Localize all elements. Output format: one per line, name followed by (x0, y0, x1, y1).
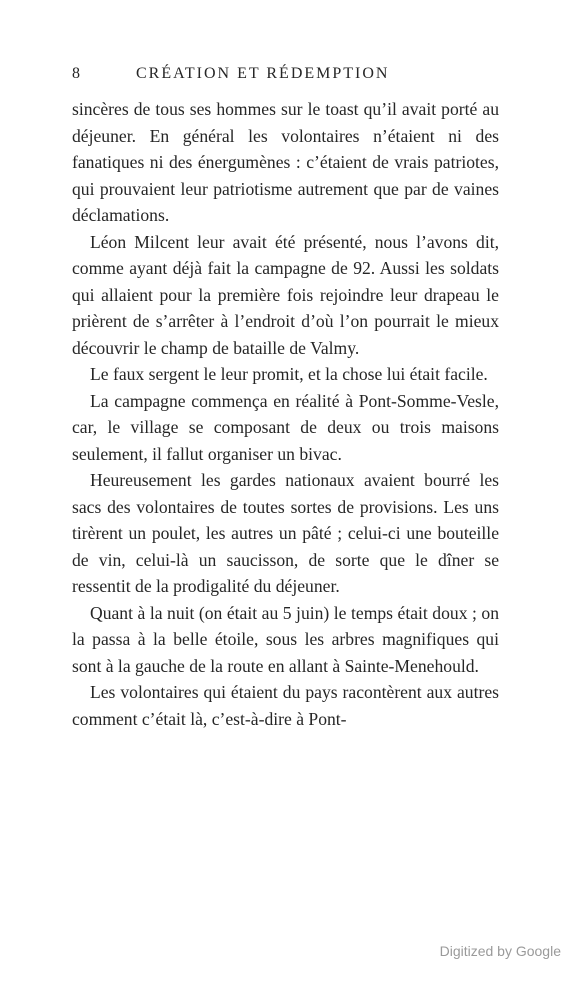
page-header (72, 62, 502, 86)
paragraph-6: Quant à la nuit (on était au 5 juin) le temps était doux ; on la passa à la belle étoile, sous les arbres magnifiques qui sont à la gauche de la route en allant à Sainte-Menehould. (72, 602, 499, 676)
body-text (72, 96, 499, 732)
digitized-watermark: Digitized by Google (439, 943, 561, 959)
running-title: CRÉATION ET RÉDEMPTION (136, 65, 390, 82)
paragraph-2: Léon Milcent leur avait été présenté, nous l’avons dit, comme ayant déjà fait la campagne de 92. Aussi les soldats qui allaient pour la première fois rejoindre leur drapeau le prièrent de s’arrêter à l’endroit d’où l’on pourrait le mieux découvrir le champ de bataille de Valmy. (72, 231, 499, 358)
page-number: 8 (72, 65, 80, 82)
paragraph-4: La campagne commença en réalité à Pont-Somme-Vesle, car, le village se composant de deux ou trois maisons seulement, il fallut organiser un bivac. (72, 390, 499, 464)
paragraph-1: sincères de tous ses hommes sur le toast qu’il avait porté au déjeuner. En général les volontaires n’étaient ni des fanatiques ni des énergumènes : c’étaient de vrais patriotes, qui prouvaient leur patriotisme autrement que par de vaines déclamations. (72, 99, 499, 225)
paragraph-7: Les volontaires qui étaient du pays racontèrent aux autres comment c’était là, c’est-à-dire à Pont- (72, 682, 499, 729)
paragraph-5: Heureusement les gardes nationaux avaient bourré les sacs des volontaires de toutes sortes de provisions. Les uns tirèrent un poulet, les autres un pâté ; celui-ci une bouteille de vin, celui-là un saucisson, de sorte que le dîner se ressentit de la prodigalité du déjeuner. (72, 470, 499, 596)
paragraph-3: Le faux sergent le leur promit, et la chose lui était facile. (90, 364, 488, 384)
